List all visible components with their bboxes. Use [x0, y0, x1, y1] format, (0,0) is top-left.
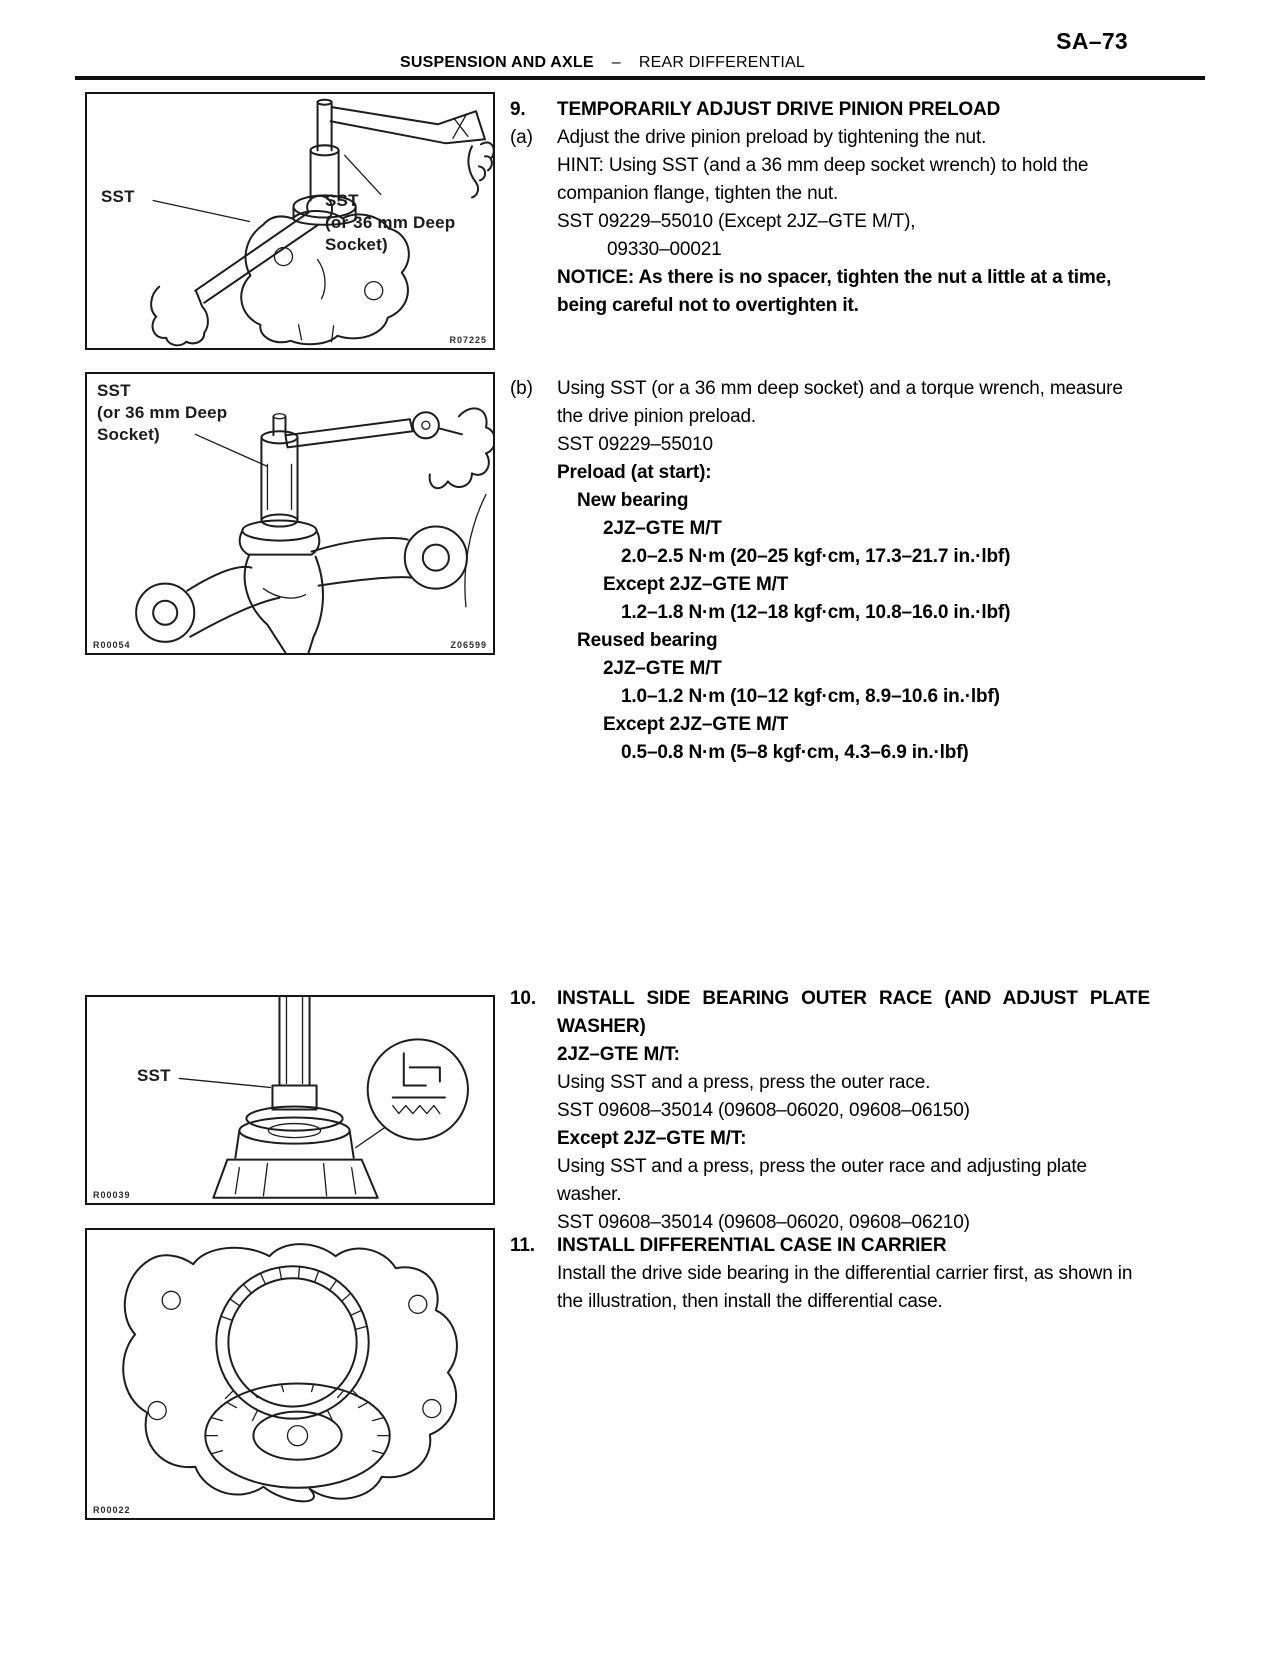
spec-line: 0.5–0.8 N·m (5–8 kgf·cm, 4.3–6.9 in.·lbf) [621, 742, 969, 763]
running-header-subsection: REAR DIFFERENTIAL [638, 54, 805, 71]
section-11-body: Install the drive side bearing in the differential carrier first, as shown in the illustration, then install the differential case. [557, 1263, 1133, 1312]
spacer [510, 1260, 557, 1316]
figure-code: Z06599 [450, 640, 487, 650]
figure-box-press-outer-race [85, 995, 495, 1205]
preload-spec-label: Preload (at start): [557, 462, 712, 483]
step-a-sst: SST 09229–55010 (Except 2JZ–GTE M/T), [557, 211, 916, 232]
section-9b [510, 375, 1150, 767]
sst-label: SST [101, 187, 135, 206]
sst-deep-socket-label [325, 190, 455, 256]
spec-line: 2.0–2.5 N·m (20–25 kgf·cm, 17.3–21.7 in.·lbf) [621, 546, 1011, 567]
figure-box-tighten-pinion-nut [85, 92, 495, 350]
section-9-number: 9. [510, 99, 526, 120]
spacer [510, 1041, 557, 1237]
sst-deep-socket-label-line2: (or 36 mm Deep [325, 213, 456, 232]
header-rule [75, 76, 1205, 80]
sst-deep-socket-label-line1: SST [97, 381, 131, 400]
section-10 [510, 985, 1150, 1237]
section-9-title: TEMPORARILY ADJUST DRIVE PINION PRELOAD [557, 99, 1001, 120]
step-a-hint: HINT: Using SST (and a 36 mm deep socket wrench) to hold the companion flange, tighten the nut. [557, 155, 1089, 204]
variant-sst: SST 09608–35014 (09608–06020, 09608–06210) [557, 1212, 970, 1233]
figure-box-case-in-carrier [85, 1228, 495, 1520]
sst-deep-socket-label-line2: (or 36 mm Deep [97, 403, 228, 422]
step-a-text: Adjust the drive pinion preload by tightening the nut. [557, 127, 987, 148]
variant-body: Using SST and a press, press the outer race. [557, 1072, 931, 1093]
spec-line: 1.0–1.2 N·m (10–12 kgf·cm, 8.9–10.6 in.·lbf) [621, 686, 1000, 707]
step-a-marker: (a) [510, 127, 533, 148]
sst-deep-socket-label-line3: Socket) [325, 235, 388, 254]
section-11-title: INSTALL DIFFERENTIAL CASE IN CARRIER [557, 1235, 947, 1256]
section-11 [510, 1232, 1150, 1316]
running-header-section: SUSPENSION AND AXLE [400, 54, 594, 71]
spec-line: New bearing [577, 490, 689, 511]
section-11-number: 11. [510, 1235, 535, 1256]
figure-code: R00054 [93, 640, 131, 650]
running-header [0, 54, 1205, 72]
variant-label: 2JZ–GTE M/T: [557, 1044, 680, 1065]
step-a-notice: NOTICE: As there is no spacer, tighten the nut a little at a time, being careful not to overtighten it. [557, 267, 1112, 316]
sst-deep-socket-label [97, 380, 227, 446]
figure-code: R00039 [93, 1190, 131, 1200]
step-b-sst: SST 09229–55010 [557, 434, 713, 455]
spec-line: 1.2–1.8 N·m (12–18 kgf·cm, 10.8–16.0 in.·lbf) [621, 602, 1011, 623]
sst-deep-socket-label-line3: Socket) [97, 425, 160, 444]
figure-code: R07225 [449, 335, 487, 345]
figure-code: R00022 [93, 1505, 131, 1515]
spec-line: Except 2JZ–GTE M/T [603, 574, 789, 595]
sst-label: SST [137, 1066, 171, 1085]
section-10-title: INSTALL SIDE BEARING OUTER RACE (AND ADJUST PLATE WASHER) [557, 988, 1150, 1037]
outer-race-press-illustration [87, 997, 493, 1203]
running-header-dash: – [611, 54, 621, 71]
variant-label: Except 2JZ–GTE M/T: [557, 1128, 747, 1149]
section-10-number: 10. [510, 988, 536, 1009]
page-number: SA–73 [1056, 28, 1128, 54]
section-9 [510, 96, 1150, 320]
sst-deep-socket-label-line1: SST [325, 191, 359, 210]
spec-line: 2JZ–GTE M/T [603, 518, 722, 539]
spec-line: Reused bearing [577, 630, 718, 651]
variant-body: Using SST and a press, press the outer race and adjusting plate washer. [557, 1156, 1087, 1205]
variant-sst: SST 09608–35014 (09608–06020, 09608–06150) [557, 1100, 970, 1121]
figure-box-measure-preload [85, 372, 495, 655]
step-b-text: Using SST (or a 36 mm deep socket) and a torque wrench, measure the drive pinion preload. [557, 378, 1123, 427]
step-b-marker: (b) [510, 378, 533, 399]
spec-line: 2JZ–GTE M/T [603, 658, 722, 679]
differential-case-install-illustration [87, 1230, 493, 1518]
spec-line: Except 2JZ–GTE M/T [603, 714, 789, 735]
step-a-sst2: 09330–00021 [607, 239, 722, 260]
